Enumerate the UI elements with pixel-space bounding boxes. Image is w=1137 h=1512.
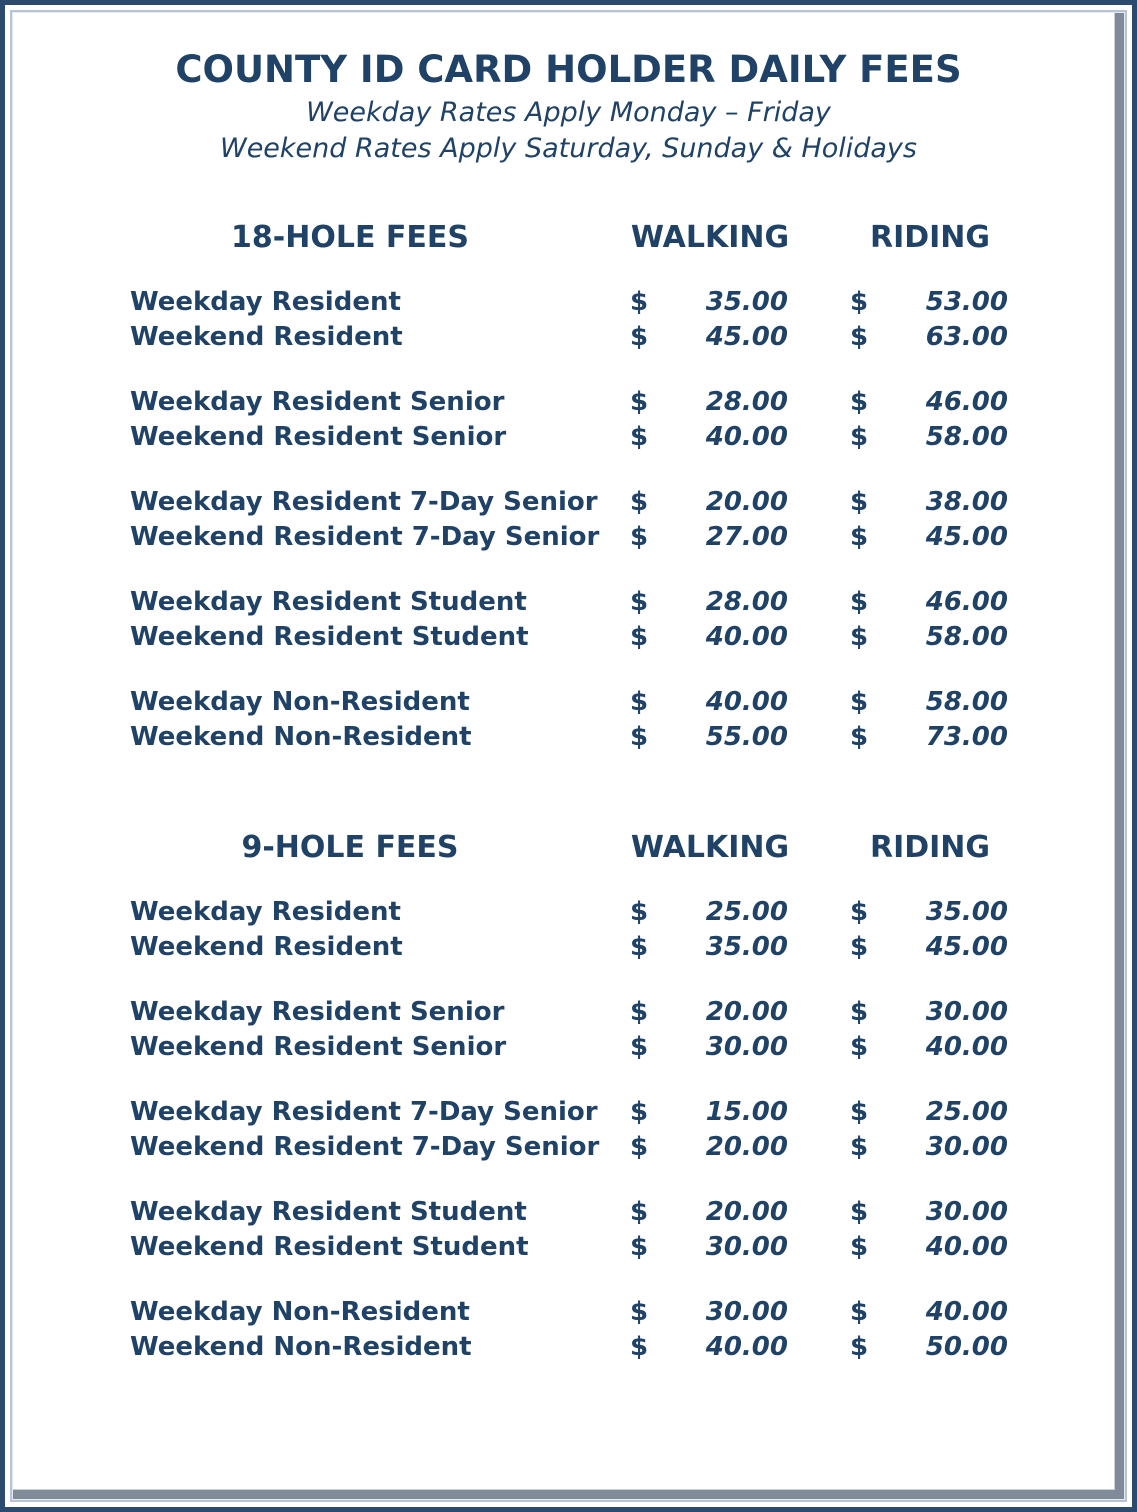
walking-currency-symbol: $ <box>630 587 649 617</box>
fee-category-label: Weekend Resident <box>130 322 403 352</box>
weekend-note: Weekend Rates Apply Saturday, Sunday & Holidays <box>220 133 917 164</box>
walking-currency-symbol: $ <box>630 422 649 452</box>
riding-currency-symbol: $ <box>850 1297 869 1327</box>
walking-currency-symbol: $ <box>630 687 649 717</box>
walking-fee-value: 15.00 <box>705 1097 788 1127</box>
walking-fee-value: 30.00 <box>705 1032 788 1062</box>
walking-currency-symbol: $ <box>630 322 649 352</box>
walking-currency-symbol: $ <box>630 932 649 962</box>
9-hole-walking-header: WALKING <box>630 830 790 865</box>
fee-row <box>0 687 1137 722</box>
walking-currency-symbol: $ <box>630 1132 649 1162</box>
riding-fee-value: 38.00 <box>925 487 1008 517</box>
walking-fee-value: 35.00 <box>705 287 788 317</box>
fee-category-label: Weekday Resident 7-Day Senior <box>130 1097 598 1127</box>
page-title: COUNTY ID CARD HOLDER DAILY FEES <box>175 48 962 91</box>
riding-currency-symbol: $ <box>850 287 869 317</box>
9-hole-section-heading: 9-HOLE FEES <box>241 830 459 865</box>
fee-row <box>0 487 1137 522</box>
riding-currency-symbol: $ <box>850 932 869 962</box>
fee-category-label: Weekend Non-Resident <box>130 722 472 752</box>
fee-row <box>0 322 1137 357</box>
fee-row <box>0 1032 1137 1067</box>
fee-row <box>0 1097 1137 1132</box>
walking-fee-value: 40.00 <box>705 622 788 652</box>
riding-fee-value: 45.00 <box>925 932 1008 962</box>
walking-fee-value: 45.00 <box>705 322 788 352</box>
riding-fee-value: 58.00 <box>925 687 1008 717</box>
walking-fee-value: 55.00 <box>705 722 788 752</box>
riding-fee-value: 46.00 <box>925 587 1008 617</box>
walking-currency-symbol: $ <box>630 1097 649 1127</box>
walking-currency-symbol: $ <box>630 622 649 652</box>
walking-currency-symbol: $ <box>630 1297 649 1327</box>
walking-currency-symbol: $ <box>630 1332 649 1362</box>
riding-currency-symbol: $ <box>850 1097 869 1127</box>
fee-category-label: Weekend Non-Resident <box>130 1332 472 1362</box>
fee-row <box>0 287 1137 322</box>
riding-currency-symbol: $ <box>850 587 869 617</box>
riding-currency-symbol: $ <box>850 897 869 927</box>
riding-fee-value: 73.00 <box>925 722 1008 752</box>
walking-currency-symbol: $ <box>630 897 649 927</box>
walking-fee-value: 40.00 <box>705 1332 788 1362</box>
fee-category-label: Weekday Resident Senior <box>130 997 505 1027</box>
riding-currency-symbol: $ <box>850 997 869 1027</box>
riding-currency-symbol: $ <box>850 522 869 552</box>
walking-fee-value: 20.00 <box>705 997 788 1027</box>
fee-row <box>0 722 1137 757</box>
walking-fee-value: 20.00 <box>705 487 788 517</box>
fee-category-label: Weekend Resident 7-Day Senior <box>130 522 600 552</box>
fee-row <box>0 622 1137 657</box>
fee-category-label: Weekday Resident Student <box>130 1197 527 1227</box>
riding-currency-symbol: $ <box>850 722 869 752</box>
9-hole-riding-header: RIDING <box>869 830 991 865</box>
riding-fee-value: 30.00 <box>925 997 1008 1027</box>
fee-category-label: Weekend Resident <box>130 932 403 962</box>
18-hole-section-heading: 18-HOLE FEES <box>231 220 469 255</box>
walking-fee-value: 30.00 <box>705 1232 788 1262</box>
riding-fee-value: 53.00 <box>925 287 1008 317</box>
riding-currency-symbol: $ <box>850 322 869 352</box>
fee-category-label: Weekend Resident Student <box>130 622 529 652</box>
riding-fee-value: 40.00 <box>925 1297 1008 1327</box>
weekday-note: Weekday Rates Apply Monday – Friday <box>306 97 831 128</box>
fee-row <box>0 1132 1137 1167</box>
riding-fee-value: 30.00 <box>925 1132 1008 1162</box>
walking-currency-symbol: $ <box>630 1197 649 1227</box>
riding-currency-symbol: $ <box>850 1332 869 1362</box>
fee-row <box>0 422 1137 457</box>
riding-fee-value: 46.00 <box>925 387 1008 417</box>
riding-fee-value: 58.00 <box>925 422 1008 452</box>
fee-row <box>0 1297 1137 1332</box>
fee-category-label: Weekday Resident <box>130 897 401 927</box>
fee-row <box>0 897 1137 932</box>
riding-fee-value: 25.00 <box>925 1097 1008 1127</box>
riding-currency-symbol: $ <box>850 422 869 452</box>
riding-currency-symbol: $ <box>850 487 869 517</box>
walking-fee-value: 35.00 <box>705 932 788 962</box>
riding-currency-symbol: $ <box>850 1197 869 1227</box>
walking-fee-value: 40.00 <box>705 687 788 717</box>
fee-category-label: Weekend Resident Senior <box>130 422 507 452</box>
walking-fee-value: 20.00 <box>705 1197 788 1227</box>
fee-row <box>0 1197 1137 1232</box>
walking-fee-value: 40.00 <box>705 422 788 452</box>
walking-currency-symbol: $ <box>630 1232 649 1262</box>
riding-fee-value: 35.00 <box>925 897 1008 927</box>
fee-row <box>0 387 1137 422</box>
walking-currency-symbol: $ <box>630 522 649 552</box>
walking-currency-symbol: $ <box>630 287 649 317</box>
fee-category-label: Weekday Non-Resident <box>130 687 470 717</box>
riding-currency-symbol: $ <box>850 1132 869 1162</box>
walking-fee-value: 20.00 <box>705 1132 788 1162</box>
riding-fee-value: 58.00 <box>925 622 1008 652</box>
fee-category-label: Weekday Non-Resident <box>130 1297 470 1327</box>
riding-currency-symbol: $ <box>850 1032 869 1062</box>
walking-fee-value: 27.00 <box>705 522 788 552</box>
fee-category-label: Weekend Resident Student <box>130 1232 529 1262</box>
fee-row <box>0 587 1137 622</box>
riding-currency-symbol: $ <box>850 622 869 652</box>
walking-currency-symbol: $ <box>630 1032 649 1062</box>
fee-row <box>0 932 1137 967</box>
fee-category-label: Weekday Resident Senior <box>130 387 505 417</box>
fee-category-label: Weekday Resident <box>130 287 401 317</box>
walking-currency-symbol: $ <box>630 997 649 1027</box>
walking-fee-value: 25.00 <box>705 897 788 927</box>
riding-fee-value: 45.00 <box>925 522 1008 552</box>
walking-currency-symbol: $ <box>630 487 649 517</box>
fee-category-label: Weekday Resident 7-Day Senior <box>130 487 598 517</box>
fee-row <box>0 997 1137 1032</box>
fee-category-label: Weekday Resident Student <box>130 587 527 617</box>
fee-row <box>0 522 1137 557</box>
riding-fee-value: 30.00 <box>925 1197 1008 1227</box>
walking-fee-value: 28.00 <box>705 587 788 617</box>
18-hole-walking-header: WALKING <box>630 220 790 255</box>
walking-currency-symbol: $ <box>630 722 649 752</box>
fee-row <box>0 1232 1137 1267</box>
riding-fee-value: 40.00 <box>925 1232 1008 1262</box>
riding-fee-value: 50.00 <box>925 1332 1008 1362</box>
fee-category-label: Weekend Resident Senior <box>130 1032 507 1062</box>
walking-currency-symbol: $ <box>630 387 649 417</box>
riding-currency-symbol: $ <box>850 1232 869 1262</box>
riding-fee-value: 63.00 <box>925 322 1008 352</box>
walking-fee-value: 30.00 <box>705 1297 788 1327</box>
fee-category-label: Weekend Resident 7-Day Senior <box>130 1132 600 1162</box>
riding-currency-symbol: $ <box>850 687 869 717</box>
fee-row <box>0 1332 1137 1367</box>
riding-fee-value: 40.00 <box>925 1032 1008 1062</box>
18-hole-riding-header: RIDING <box>869 220 991 255</box>
riding-currency-symbol: $ <box>850 387 869 417</box>
walking-fee-value: 28.00 <box>705 387 788 417</box>
